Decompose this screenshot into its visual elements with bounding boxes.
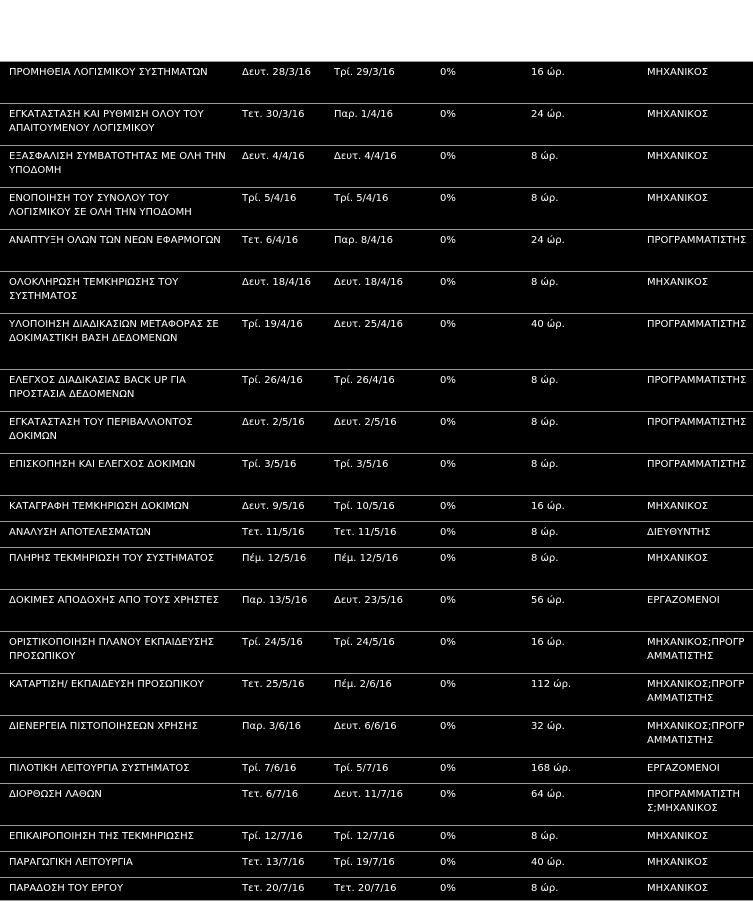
end-date-cell: Δευτ. 2/5/16 (334, 417, 397, 428)
task-name-cell: ΑΝΑΠΤΥΞΗ ΟΛΩΝ ΤΩΝ ΝΕΩΝ ΕΦΑΡΜΟΓΩΝ (9, 235, 221, 246)
start-date-cell: Παρ. 13/5/16 (242, 595, 308, 606)
resource-cell: ΜΗΧΑΝΙΚΟΣ (647, 553, 709, 564)
duration-cell: 40 ώρ. (531, 319, 565, 330)
end-date-cell: Παρ. 1/4/16 (334, 109, 394, 120)
end-date-cell: Δευτ. 4/4/16 (334, 151, 397, 162)
percent-complete-cell: 0% (440, 553, 456, 564)
start-date-cell: Παρ. 3/6/16 (242, 721, 302, 732)
table-row (0, 412, 753, 454)
resource-cell: ΜΗΧΑΝΙΚΟΣ;ΠΡΟΓΡΑΜΜΑΤΙΣΤΗΣ (647, 637, 745, 662)
end-date-cell: Δευτ. 11/7/16 (334, 789, 403, 800)
duration-cell: 8 ώρ. (531, 553, 559, 564)
percent-complete-cell: 0% (440, 527, 456, 538)
task-name-cell: ΥΛΟΠΟΙΗΣΗ ΔΙΑΔΙΚΑΣΙΩΝ ΜΕΤΑΦΟΡΑΣ ΣΕ ΔΟΚΙΜΑΣΤΙΚΗ ΒΑΣΗ ΔΕΔΟΜΕΝΩΝ (9, 319, 219, 344)
task-name-cell: ΕΞΑΣΦΑΛΙΣΗ ΣΥΜΒΑΤΟΤΗΤΑΣ ΜΕ ΟΛΗ ΤΗΝ ΥΠΟΔΟΜΗ (9, 151, 226, 176)
table-row (0, 370, 753, 412)
start-date-cell: Τρί. 26/4/16 (242, 375, 303, 386)
end-date-cell: Τρί. 10/5/16 (334, 501, 395, 512)
table-row (0, 454, 753, 496)
task-name-cell: ΔΟΚΙΜΕΣ ΑΠΟΔΟΧΗΣ ΑΠΟ ΤΟΥΣ ΧΡΗΣΤΕΣ (9, 595, 219, 606)
percent-complete-cell: 0% (440, 721, 456, 732)
duration-cell: 32 ώρ. (531, 721, 565, 732)
end-date-cell: Τρί. 19/7/16 (334, 857, 395, 868)
duration-cell: 8 ώρ. (531, 459, 559, 470)
percent-complete-cell: 0% (440, 883, 456, 894)
table-row (0, 230, 753, 272)
duration-cell: 168 ώρ. (531, 763, 572, 774)
table-row (0, 784, 753, 826)
resource-cell: ΜΗΧΑΝΙΚΟΣ;ΠΡΟΓΡΑΜΜΑΤΙΣΤΗΣ (647, 721, 745, 746)
table-row (0, 146, 753, 188)
end-date-cell: Δευτ. 25/4/16 (334, 319, 403, 330)
table-row (0, 878, 753, 901)
task-name-cell: ΚΑΤΑΓΡΑΦΗ ΤΕΜΚΗΡΙΩΣΗ ΔΟΚΙΜΩΝ (9, 501, 190, 512)
end-date-cell: Πέμ. 12/5/16 (334, 553, 399, 564)
task-name-cell: ΕΓΚΑΤΑΣΤΑΣΗ ΚΑΙ ΡΥΘΜΙΣΗ ΟΛΟΥ ΤΟΥ ΑΠΑΙΤΟΥΜΕΝΟΥ ΛΟΓΙΣΜΙΚΟΥ (9, 109, 204, 134)
task-name-cell: ΑΝΑΛΥΣΗ ΑΠΟΤΕΛΕΣΜΑΤΩΝ (9, 527, 151, 538)
start-date-cell: Τρί. 12/7/16 (242, 831, 303, 842)
resource-cell: ΕΡΓΑΖΟΜΕΝΟΙ (647, 595, 720, 606)
task-name-cell: ΠΑΡΑΔΟΣΗ ΤΟΥ ΕΡΓΟΥ (9, 883, 124, 894)
start-date-cell: Τετ. 6/4/16 (242, 235, 299, 246)
end-date-cell: Τετ. 20/7/16 (334, 883, 397, 894)
duration-cell: 8 ώρ. (531, 151, 559, 162)
task-name-cell: ΕΓΚΑΤΑΣΤΑΣΗ ΤΟΥ ΠΕΡΙΒΑΛΛΟΝΤΟΣ ΔΟΚΙΜΩΝ (9, 417, 193, 442)
task-name-cell: ΕΠΙΚΑΙΡΟΠΟΙΗΣΗ ΤΗΣ ΤΕΚΜΗΡΙΩΣΗΣ (9, 831, 194, 842)
table-row (0, 522, 753, 548)
start-date-cell: Δευτ. 2/5/16 (242, 417, 305, 428)
resource-cell: ΠΡΟΓΡΑΜΜΑΤΙΣΤΗΣ (647, 319, 747, 330)
table-row (0, 548, 753, 590)
duration-cell: 24 ώρ. (531, 109, 565, 120)
resource-cell: ΜΗΧΑΝΙΚΟΣ (647, 151, 709, 162)
start-date-cell: Δευτ. 18/4/16 (242, 277, 311, 288)
task-name-cell: ΠΑΡΑΓΩΓΙΚΗ ΛΕΙΤΟΥΡΓΙΑ (9, 857, 133, 868)
end-date-cell: Τρί. 3/5/16 (334, 459, 389, 470)
table-row (0, 496, 753, 522)
percent-complete-cell: 0% (440, 637, 456, 648)
percent-complete-cell: 0% (440, 417, 456, 428)
task-name-cell: ΕΝΟΠΟΙΗΣΗ ΤΟΥ ΣΥΝΟΛΟΥ ΤΟΥ ΛΟΓΙΣΜΙΚΟΥ ΣΕ ΟΛΗ ΤΗΝ ΥΠΟΔΟΜΗ (9, 193, 192, 218)
start-date-cell: Τετ. 13/7/16 (242, 857, 305, 868)
percent-complete-cell: 0% (440, 375, 456, 386)
table-row (0, 632, 753, 674)
end-date-cell: Τρί. 29/3/16 (334, 67, 395, 78)
percent-complete-cell: 0% (440, 193, 456, 204)
table-row (0, 826, 753, 852)
duration-cell: 8 ώρ. (531, 831, 559, 842)
duration-cell: 16 ώρ. (531, 67, 565, 78)
start-date-cell: Πέμ. 12/5/16 (242, 553, 307, 564)
start-date-cell: Τετ. 25/5/16 (242, 679, 305, 690)
table-row (0, 104, 753, 146)
end-date-cell: Τρί. 5/4/16 (334, 193, 389, 204)
resource-cell: ΜΗΧΑΝΙΚΟΣ (647, 501, 709, 512)
duration-cell: 8 ώρ. (531, 883, 559, 894)
task-name-cell: ΟΡΙΣΤΙΚΟΠΟΙΗΣΗ ΠΛΑΝΟΥ ΕΚΠΑΙΔΕΥΣΗΣ ΠΡΟΣΩΠΙΚΟΥ (9, 637, 214, 662)
percent-complete-cell: 0% (440, 679, 456, 690)
duration-cell: 56 ώρ. (531, 595, 565, 606)
duration-cell: 8 ώρ. (531, 277, 559, 288)
duration-cell: 16 ώρ. (531, 637, 565, 648)
percent-complete-cell: 0% (440, 595, 456, 606)
resource-cell: ΠΡΟΓΡΑΜΜΑΤΙΣΤΗΣ (647, 235, 747, 246)
percent-complete-cell: 0% (440, 459, 456, 470)
resource-cell: ΕΡΓΑΖΟΜΕΝΟΙ (647, 763, 720, 774)
resource-cell: ΜΗΧΑΝΙΚΟΣ (647, 883, 709, 894)
end-date-cell: Δευτ. 6/6/16 (334, 721, 397, 732)
resource-cell: ΜΗΧΑΝΙΚΟΣ (647, 67, 709, 78)
table-row (0, 314, 753, 370)
resource-cell: ΜΗΧΑΝΙΚΟΣ (647, 277, 709, 288)
end-date-cell: Τετ. 11/5/16 (334, 527, 397, 538)
duration-cell: 8 ώρ. (531, 417, 559, 428)
percent-complete-cell: 0% (440, 501, 456, 512)
start-date-cell: Δευτ. 28/3/16 (242, 67, 311, 78)
table-row (0, 852, 753, 878)
start-date-cell: Δευτ. 9/5/16 (242, 501, 305, 512)
task-table (0, 61, 753, 901)
start-date-cell: Τετ. 30/3/16 (242, 109, 305, 120)
duration-cell: 112 ώρ. (531, 679, 572, 690)
table-row (0, 272, 753, 314)
resource-cell: ΠΡΟΓΡΑΜΜΑΤΙΣΤΗΣ;ΜΗΧΑΝΙΚΟΣ (647, 789, 740, 814)
start-date-cell: Τρί. 7/6/16 (242, 763, 297, 774)
task-name-cell: ΠΛΗΡΗΣ ΤΕΚΜΗΡΙΩΣΗ ΤΟΥ ΣΥΣΤΗΜΑΤΟΣ (9, 553, 215, 564)
resource-cell: ΜΗΧΑΝΙΚΟΣ (647, 831, 709, 842)
end-date-cell: Δευτ. 23/5/16 (334, 595, 403, 606)
table-row (0, 62, 753, 104)
end-date-cell: Δευτ. 18/4/16 (334, 277, 403, 288)
start-date-cell: Τρί. 3/5/16 (242, 459, 297, 470)
end-date-cell: Τρί. 5/7/16 (334, 763, 389, 774)
start-date-cell: Τετ. 6/7/16 (242, 789, 299, 800)
resource-cell: ΔΙΕΥΘΥΝΤΗΣ (647, 527, 711, 538)
percent-complete-cell: 0% (440, 151, 456, 162)
duration-cell: 24 ώρ. (531, 235, 565, 246)
task-name-cell: ΕΠΙΣΚΟΠΗΣΗ ΚΑΙ ΕΛΕΓΧΟΣ ΔΟΚΙΜΩΝ (9, 459, 196, 470)
resource-cell: ΜΗΧΑΝΙΚΟΣ (647, 193, 709, 204)
table-row (0, 758, 753, 784)
task-name-cell: ΕΛΕΓΧΟΣ ΔΙΑΔΙΚΑΣΙΑΣ BACK UP ΓΙΑ ΠΡΟΣΤΑΣΙΑ ΔΕΔΟΜΕΝΩΝ (9, 375, 186, 400)
resource-cell: ΠΡΟΓΡΑΜΜΑΤΙΣΤΗΣ (647, 417, 747, 428)
start-date-cell: Τρί. 5/4/16 (242, 193, 297, 204)
task-name-cell: ΔΙΕΝΕΡΓΕΙΑ ΠΙΣΤΟΠΟΙΗΣΕΩΝ ΧΡΗΣΗΣ (9, 721, 198, 732)
duration-cell: 8 ώρ. (531, 375, 559, 386)
duration-cell: 8 ώρ. (531, 193, 559, 204)
percent-complete-cell: 0% (440, 67, 456, 78)
start-date-cell: Τετ. 11/5/16 (242, 527, 305, 538)
resource-cell: ΜΗΧΑΝΙΚΟΣ;ΠΡΟΓΡΑΜΜΑΤΙΣΤΗΣ (647, 679, 745, 704)
resource-cell: ΠΡΟΓΡΑΜΜΑΤΙΣΤΗΣ (647, 375, 747, 386)
table-row (0, 188, 753, 230)
duration-cell: 16 ώρ. (531, 501, 565, 512)
percent-complete-cell: 0% (440, 235, 456, 246)
duration-cell: 8 ώρ. (531, 527, 559, 538)
end-date-cell: Παρ. 8/4/16 (334, 235, 394, 246)
table-row (0, 674, 753, 716)
table-row (0, 716, 753, 758)
percent-complete-cell: 0% (440, 109, 456, 120)
duration-cell: 40 ώρ. (531, 857, 565, 868)
end-date-cell: Τρί. 26/4/16 (334, 375, 395, 386)
percent-complete-cell: 0% (440, 831, 456, 842)
task-name-cell: ΠΙΛΟΤΙΚΗ ΛΕΙΤΟΥΡΓΙΑ ΣΥΣΤΗΜΑΤΟΣ (9, 763, 190, 774)
task-name-cell: ΟΛΟΚΛΗΡΩΣΗ ΤΕΜΚΗΡΙΩΣΗΣ ΤΟΥ ΣΥΣΤΗΜΑΤΟΣ (9, 277, 179, 302)
percent-complete-cell: 0% (440, 319, 456, 330)
resource-cell: ΜΗΧΑΝΙΚΟΣ (647, 109, 709, 120)
task-name-cell: ΚΑΤΑΡΤΙΣΗ/ ΕΚΠΑΙΔΕΥΣΗ ΠΡΟΣΩΠΙΚΟΥ (9, 679, 204, 690)
start-date-cell: Τρί. 24/5/16 (242, 637, 303, 648)
end-date-cell: Πέμ. 2/6/16 (334, 679, 392, 690)
end-date-cell: Τρί. 12/7/16 (334, 831, 395, 842)
duration-cell: 64 ώρ. (531, 789, 565, 800)
start-date-cell: Τρί. 19/4/16 (242, 319, 303, 330)
end-date-cell: Τρί. 24/5/16 (334, 637, 395, 648)
task-name-cell: ΔΙΟΡΘΩΣΗ ΛΑΘΩΝ (9, 789, 102, 800)
start-date-cell: Τετ. 20/7/16 (242, 883, 305, 894)
task-name-cell: ΠΡΟΜΗΘΕΙΑ ΛΟΓΙΣΜΙΚΟΥ ΣΥΣΤΗΜΑΤΩΝ (9, 67, 208, 78)
table-row (0, 590, 753, 632)
resource-cell: ΜΗΧΑΝΙΚΟΣ (647, 857, 709, 868)
percent-complete-cell: 0% (440, 857, 456, 868)
percent-complete-cell: 0% (440, 277, 456, 288)
percent-complete-cell: 0% (440, 763, 456, 774)
start-date-cell: Δευτ. 4/4/16 (242, 151, 305, 162)
resource-cell: ΠΡΟΓΡΑΜΜΑΤΙΣΤΗΣ (647, 459, 747, 470)
percent-complete-cell: 0% (440, 789, 456, 800)
